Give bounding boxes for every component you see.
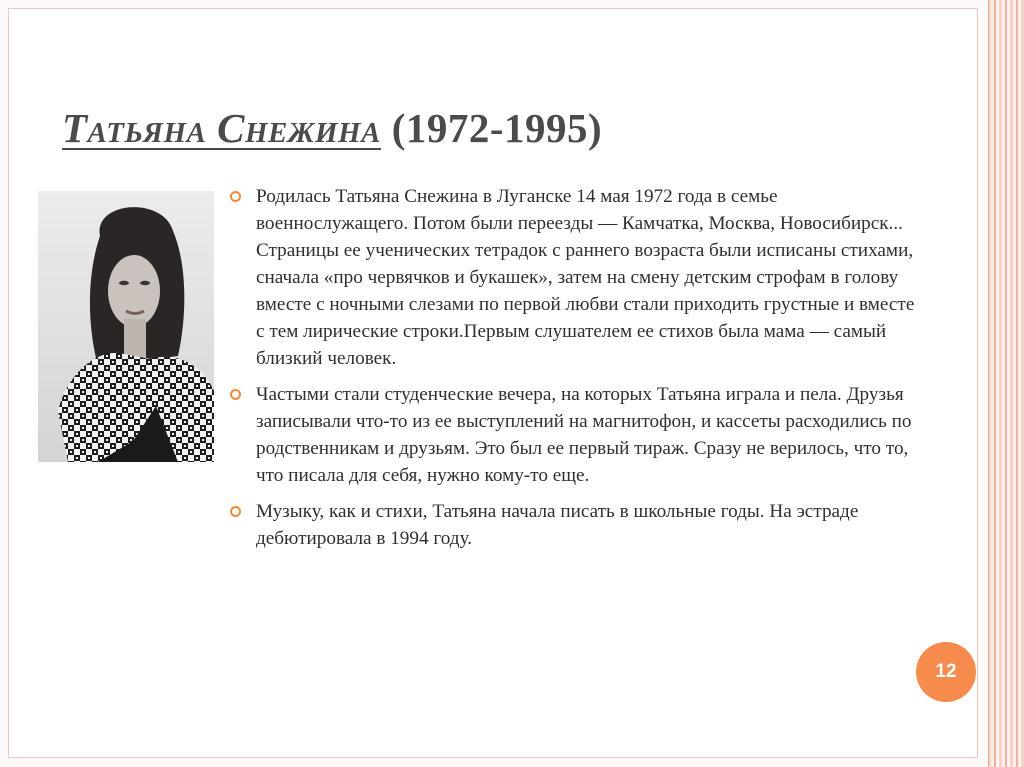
page-number-badge: 12	[916, 642, 976, 702]
bullet-text: Музыку, как и стихи, Татьяна начала писать в школьные годы. На эстраде дебютировала в 1994 году.	[256, 501, 859, 549]
bullet-circle-icon	[230, 389, 241, 400]
slide-title	[62, 104, 942, 152]
portrait-illustration	[38, 191, 214, 462]
bullet-item	[230, 381, 918, 489]
title-years: (1972-1995)	[380, 105, 603, 151]
title-name: Татьяна Снежина	[62, 105, 381, 151]
bullet-item	[230, 498, 918, 552]
decorative-stripes	[988, 0, 1024, 767]
bullet-circle-icon	[230, 191, 241, 202]
bullet-text: Родилась Татьяна Снежина в Луганске 14 мая 1972 года в семье военнослужащего. Потом были переезды — Камчатка, Москва, Новосибирск... Страницы ее ученических тетрадок с раннего возраста были исписаны стихами, сначала «про червячков и букашек», затем на смену детским строфам в голову вместе с ночными слезами по первой любви стали приходить грустные и вместе с тем лирические строки.Первым слушателем ее стихов была мама — самый близкий человек.	[256, 186, 915, 369]
portrait-photo	[38, 191, 214, 462]
bullet-text: Частыми стали студенческие вечера, на которых Татьяна играла и пела. Друзья записывали что-то из ее выступлений на магнитофон, и кассеты расходились по родственникам и друзьям. Это был ее первый тираж. Сразу не верилось, что то, что писала для себя, нужно кому-то еще.	[256, 384, 912, 486]
bullet-item	[230, 183, 918, 372]
bullet-list	[230, 183, 918, 561]
bullet-circle-icon	[230, 506, 241, 517]
